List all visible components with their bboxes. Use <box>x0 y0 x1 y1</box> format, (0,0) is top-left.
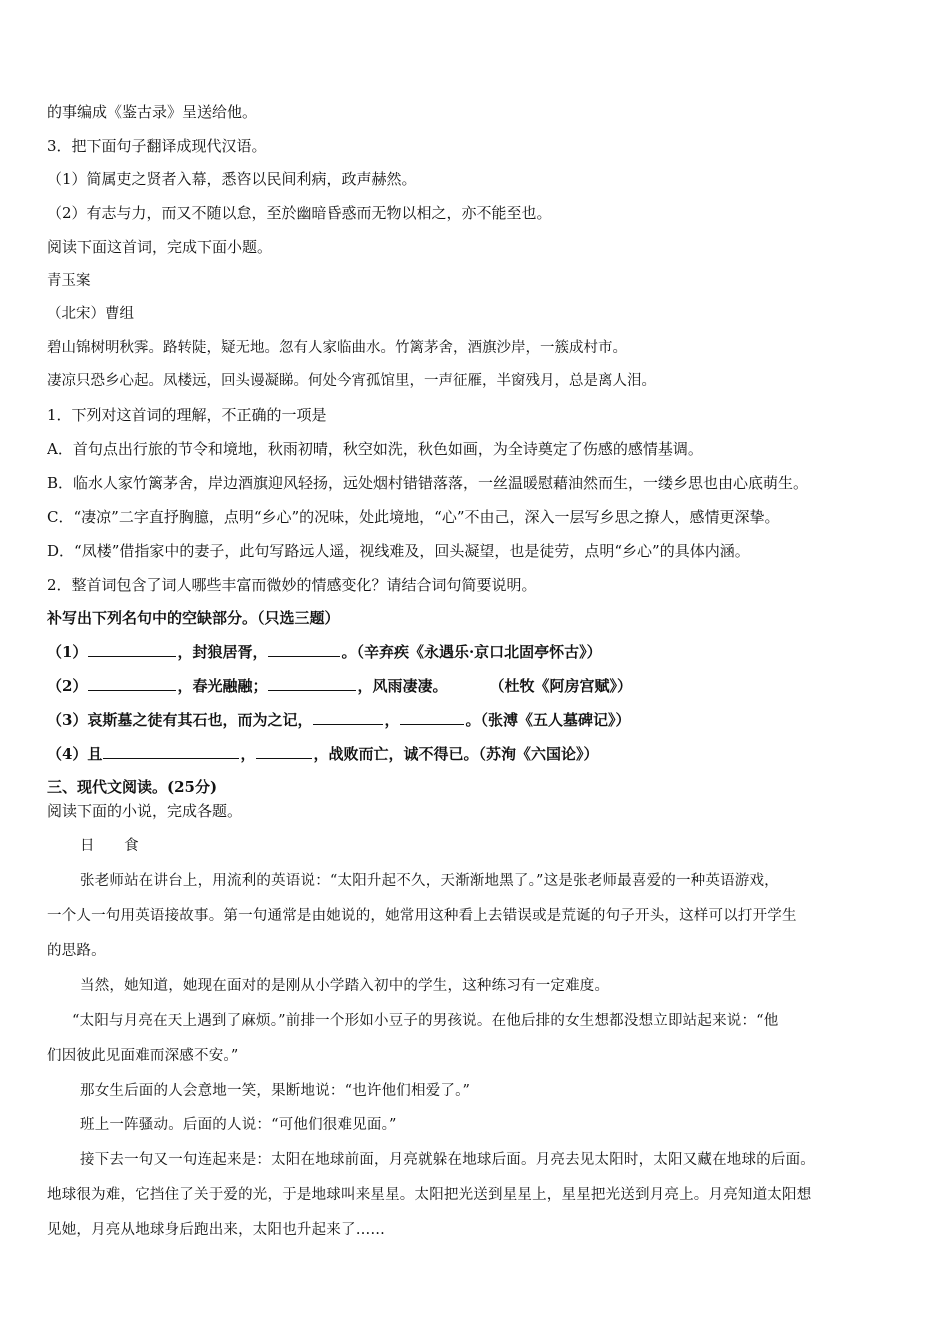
option-a: A．首句点出行旅的节令和境地，秋雨初晴，秋空如洗，秋色如画，为全诗奠定了伤感的感情基调。 <box>47 440 703 458</box>
poem-stanza-1: 碧山锦树明秋霁。路转陡，疑无地。忽有人家临曲水。竹篱茅舍，酒旗沙岸，一簇成村市。 <box>47 340 627 356</box>
fill-in-text: ， <box>384 711 400 729</box>
story-paragraph: 班上一阵骚动。后面的人说：“可他们很难见面。” <box>80 1117 397 1133</box>
answer-blank[interactable] <box>88 642 176 657</box>
story-paragraph: 接下去一句又一句连起来是：太阳在地球前面，月亮就躲在地球后面。月亮去见太阳时，太阳又藏在地球的后面。 <box>80 1152 815 1168</box>
fill-in-item-3 <box>47 710 910 730</box>
story-paragraph: 们因彼此见面难而深感不安。” <box>47 1048 239 1064</box>
fill-in-source: ，战败而亡，诚不得已。（苏洵《六国论》） <box>313 745 599 763</box>
question-2-stem: 2．整首词包含了词人哪些丰富而微妙的情感变化？请结合词句简要说明。 <box>47 576 537 594</box>
text-line: 的事编成《鉴古录》呈送给他。 <box>47 103 258 121</box>
answer-blank[interactable] <box>256 744 312 759</box>
fill-in-text: ， <box>240 745 256 763</box>
story-paragraph: 当然，她知道，她现在面对的是刚从小学踏入初中的学生，这种练习有一定难度。 <box>80 978 610 994</box>
story-paragraph: 地球很为难，它挡住了关于爱的光，于是地球叫来星星。太阳把光送到星星上，星星把光送到月亮上。月亮知道太阳想 <box>47 1187 812 1203</box>
story-paragraph: 那女生后面的人会意地一笑，果断地说：“也许他们相爱了。” <box>80 1083 471 1099</box>
fill-in-source: 。（张溥《五人墓碑记》） <box>465 711 631 729</box>
story-title: 日 食 <box>80 838 139 854</box>
fill-in-item-4 <box>47 744 910 764</box>
fill-in-item-1 <box>47 642 910 662</box>
answer-blank[interactable] <box>88 676 176 691</box>
poem-title: 青玉案 <box>47 273 91 289</box>
poem-stanza-2: 凄凉只恐乡心起。凤楼远，回头谩凝睇。何处今宵孤馆里，一声征雁，半窗残月，总是离人泪。 <box>47 373 656 389</box>
story-paragraph: 张老师站在讲台上，用流利的英语说：“太阳升起不久，天渐渐地黑了。”这是张老师最喜爱的一种英语游戏， <box>80 873 779 889</box>
story-paragraph: “太阳与月亮在天上遇到了麻烦。”前排一个形如小豆子的男孩说。在他后排的女生想都没想立即站起来说：“他 <box>72 1013 779 1029</box>
story-paragraph: 一个人一句用英语接故事。第一句通常是由她说的，她常用这种看上去错误或是荒诞的句子开头，这样可以打开学生 <box>47 908 797 924</box>
translation-item-1: （1）简属吏之贤者入幕，悉咨以民间利病，政声赫然。 <box>47 170 417 188</box>
option-d: D．“凤楼”借指家中的妻子，此句写路远人遥，视线难及，回头凝望，也是徒劳，点明“乡心”的具体内涵。 <box>47 542 750 560</box>
story-instruction: 阅读下面的小说，完成各题。 <box>47 802 243 820</box>
story-paragraph: 的思路。 <box>47 943 106 959</box>
poem-instruction: 阅读下面这首词，完成下面小题。 <box>47 238 273 256</box>
option-b: B．临水人家竹篱茅舍，岸边酒旗迎风轻扬，远处烟村错错落落，一丝温暖慰藉油然而生，一缕乡思也由心底萌生。 <box>47 474 809 492</box>
section-3-heading: 三、现代文阅读。(25分) <box>47 778 218 796</box>
fill-in-number: （1） <box>47 643 88 661</box>
story-paragraph: 见她，月亮从地球身后跑出来，太阳也升起来了…… <box>47 1222 386 1238</box>
fill-in-source: （杜牧《阿房宫赋》） <box>489 677 632 695</box>
poem-author: （北宋）曹组 <box>47 306 134 322</box>
fill-in-source: 。（辛弃疾《永遇乐·京口北固亭怀古》） <box>341 643 602 661</box>
fill-in-item-2 <box>47 676 910 696</box>
fill-in-text: （4）且 <box>47 745 103 763</box>
fill-in-text: ，风雨凄凄。 <box>357 677 448 695</box>
option-c: C．“凄凉”二字直抒胸臆，点明“乡心”的况味，处此境地，“心”不由己，深入一层写乡思之撩人，感情更深挚。 <box>47 508 780 526</box>
fill-in-text: ，春光融融； <box>177 677 268 695</box>
answer-blank[interactable] <box>400 710 464 725</box>
answer-blank[interactable] <box>313 710 383 725</box>
fill-in-text: （3）哀斯墓之徒有其石也，而为之记， <box>47 711 313 729</box>
fill-in-text: ，封狼居胥， <box>177 643 268 661</box>
answer-blank[interactable] <box>103 744 239 759</box>
answer-blank[interactable] <box>268 642 340 657</box>
question-1-stem: 1．下列对这首词的理解，不正确的一项是 <box>47 406 327 424</box>
fill-in-number: （2） <box>47 677 88 695</box>
translation-item-2: （2）有志与力，而又不随以怠，至於幽暗昏惑而无物以相之，亦不能至也。 <box>47 204 552 222</box>
answer-blank[interactable] <box>268 676 356 691</box>
question-3-heading: 3．把下面句子翻译成现代汉语。 <box>47 137 267 155</box>
fill-in-heading: 补写出下列名句中的空缺部分。（只选三题） <box>47 609 340 627</box>
